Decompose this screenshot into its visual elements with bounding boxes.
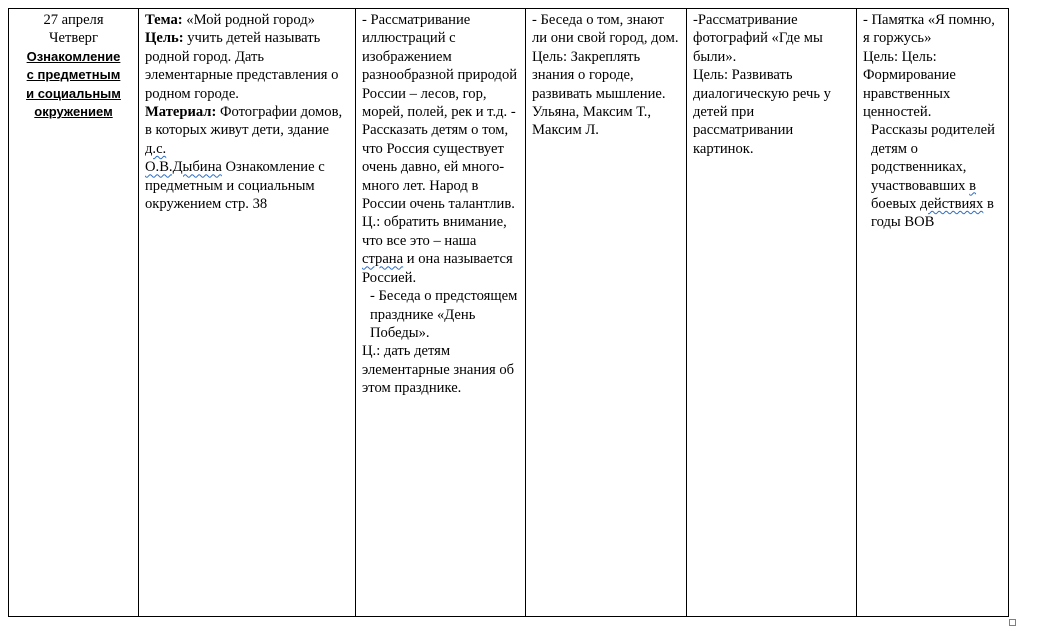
group-goal-text-b: и она называется Россией.	[362, 251, 513, 286]
individual-cell	[526, 9, 687, 617]
parents-paragraph-1: - Памятка «Я помню, я горжусь»	[863, 12, 995, 47]
individual-children: Ульяна, Максим Т., Максим Л.	[532, 104, 652, 139]
theme-value: «Мой родной город»	[182, 12, 315, 28]
environment-paragraph-1: -Рассматривание фотографий «Где мы были».	[693, 12, 823, 65]
parents-word-1: в	[969, 177, 977, 194]
subject-line-2: с предметным	[26, 67, 121, 83]
parents-paragraph-3	[863, 121, 1002, 231]
group-paragraph-4: Ц.: дать детям элементарные знания об этом празднике.	[362, 343, 515, 397]
goal-value: учить детей называть родной город. Дать элементарные представления о родном городе.	[145, 30, 339, 102]
book-line	[145, 158, 349, 213]
book-title: Ознакомление с предметным и социальным окружением стр. 38	[145, 159, 325, 213]
day-cell	[9, 9, 139, 617]
individual-paragraph-1: - Беседа о том, знают ли они свой город, дом.	[532, 12, 679, 47]
theme-label: Тема:	[145, 12, 183, 28]
group-paragraph-3: - Беседа о предстоящем празднике «День Победы».	[370, 288, 518, 341]
subject-line-4: окружением	[34, 104, 113, 120]
individual-paragraph-2: Цель: Закреплять знания о городе, развивать мышление.	[532, 48, 666, 102]
weekday-text: Четверг	[49, 30, 98, 47]
material-abbr: д.с.	[145, 140, 167, 157]
group-paragraph-1: - Рассматривание иллюстраций с изображением разнообразной природой России – лесов, гор, морей, полей, рек и т.д. - Рассказать детям о том, что Россия существует очень давно, ей много-много лет. Народ в России очень талантлив.	[362, 12, 518, 213]
material-value: Фотографии домов, в которых живут дети, здание	[145, 104, 343, 139]
goal-label: Цель:	[145, 30, 184, 47]
material-label: Материал:	[145, 104, 217, 121]
parents-text-b: боевых	[871, 196, 921, 213]
parents-paragraph-2: Цель: Цель: Формирование нравственных ценностей.	[863, 48, 956, 121]
material-line	[145, 103, 349, 158]
goal-line	[145, 29, 349, 103]
group-goal-word: страна	[362, 251, 404, 268]
subject-line-1: Ознакомление	[26, 48, 121, 64]
group-goal-text-a: Ц.: обратить внимание, что все это – наша	[362, 214, 507, 249]
parents-cell	[857, 9, 1009, 617]
plan-table	[8, 8, 1009, 617]
group-paragraph-2	[362, 213, 519, 287]
table-row	[9, 9, 1009, 617]
author-name: О.В.Дыбина	[145, 159, 222, 176]
parents-text-a: Рассказы родителей детям о родственниках, участвовавших	[871, 122, 995, 194]
parents-text-c: в годы ВОВ	[871, 196, 994, 231]
table-resize-handle[interactable]	[1009, 619, 1016, 626]
lesson-cell	[139, 9, 356, 617]
group-work-cell	[356, 9, 526, 617]
environment-cell	[687, 9, 857, 617]
environment-paragraph-2: Цель: Развивать диалогическую речь у детей при рассматривании картинок.	[693, 67, 831, 157]
parents-word-2: действиях	[920, 196, 984, 213]
date-text: 27 апреля	[43, 12, 104, 28]
theme-line	[145, 11, 349, 29]
subject-line-3: и социальным	[26, 85, 121, 101]
